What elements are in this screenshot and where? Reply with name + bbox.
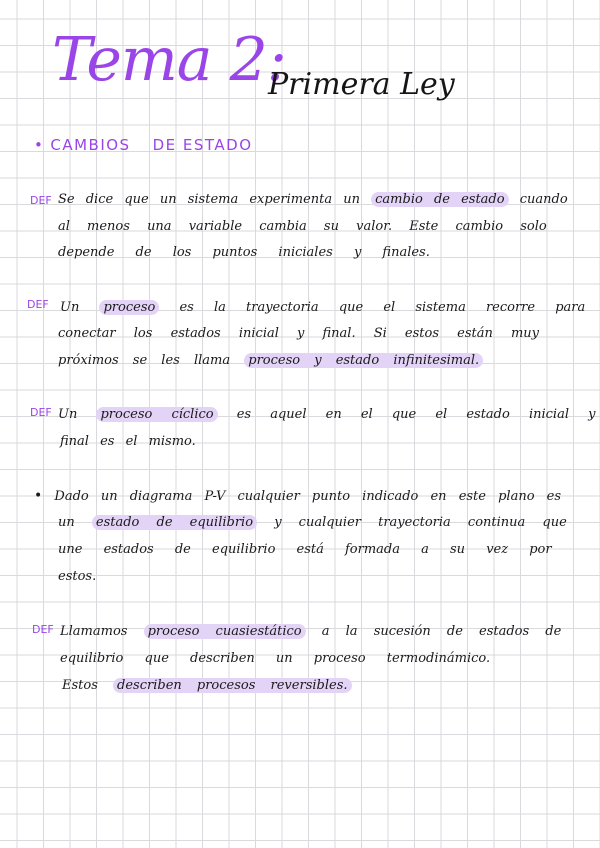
text-segment: es aquel en el que el estado inicial y [236, 407, 596, 422]
block5-line1 [60, 624, 561, 639]
section-heading [34, 136, 253, 154]
text-segment: Se dice que un sistema experimenta un [58, 192, 360, 207]
text-segment: un [58, 515, 75, 530]
def-label: DEF [32, 623, 54, 636]
page-title: Tema 2: [52, 25, 286, 95]
highlight-term: cambio de estado [371, 192, 508, 207]
block2-line3 [58, 353, 483, 368]
block4-line2 [58, 515, 567, 530]
block1-line3: depende de los puntos iniciales y finales. [58, 245, 430, 260]
block1-line2: al menos una variable cambia su valor. Este cambio solo [58, 219, 547, 234]
text-segment: Un [60, 300, 80, 315]
bullet-point: • [34, 136, 45, 154]
text-segment: Llamamos [60, 624, 128, 639]
block3-line1 [58, 407, 595, 422]
block5-line3 [62, 678, 352, 693]
section-heading-word2: DE ESTADO [152, 136, 253, 154]
highlight-term: proceso cuasiestático [144, 624, 306, 639]
def-label: DEF [30, 194, 52, 207]
block4-line1 [34, 488, 561, 504]
block3-line2: final es el mismo. [60, 434, 196, 449]
highlight-term: describen procesos reversibles. [113, 678, 351, 693]
highlight-term: estado de equilibrio [92, 515, 257, 530]
section-heading-word1: CAMBIOS [50, 136, 131, 154]
text-segment: y cualquier trayectoria continua que [274, 515, 567, 530]
block4-line3: une estados de equilibrio está formada a su vez por [58, 542, 552, 557]
highlight-term: proceso y estado infinitesimal. [244, 353, 483, 368]
text-segment: cuando [519, 192, 568, 207]
text-segment: es la trayectoria que el sistema recorre para [179, 300, 586, 315]
text-segment: Un [58, 407, 78, 422]
highlight-term: proceso [99, 300, 159, 315]
block4-line4: estos. [58, 569, 97, 584]
block1-line1 [58, 192, 568, 207]
def-label: DEF [30, 406, 52, 419]
block5-line2: equilibrio que describen un proceso termodinámico. [60, 651, 491, 666]
text-segment: Estos [62, 678, 98, 693]
def-label: DEF [27, 298, 49, 311]
highlight-term: proceso cíclico [96, 407, 217, 422]
text-segment: próximos se les llama [58, 353, 231, 368]
text-segment: a la sucesión de estados de [321, 624, 562, 639]
text-segment: Dado un diagrama P-V cualquier punto indicado en este plano es [54, 489, 562, 504]
page-subtitle: Primera Ley [268, 67, 455, 102]
block2-line2: conectar los estados inicial y final. Si estos están muy [58, 326, 540, 341]
block2-line1 [60, 300, 585, 315]
bullet-point: • [34, 488, 43, 504]
